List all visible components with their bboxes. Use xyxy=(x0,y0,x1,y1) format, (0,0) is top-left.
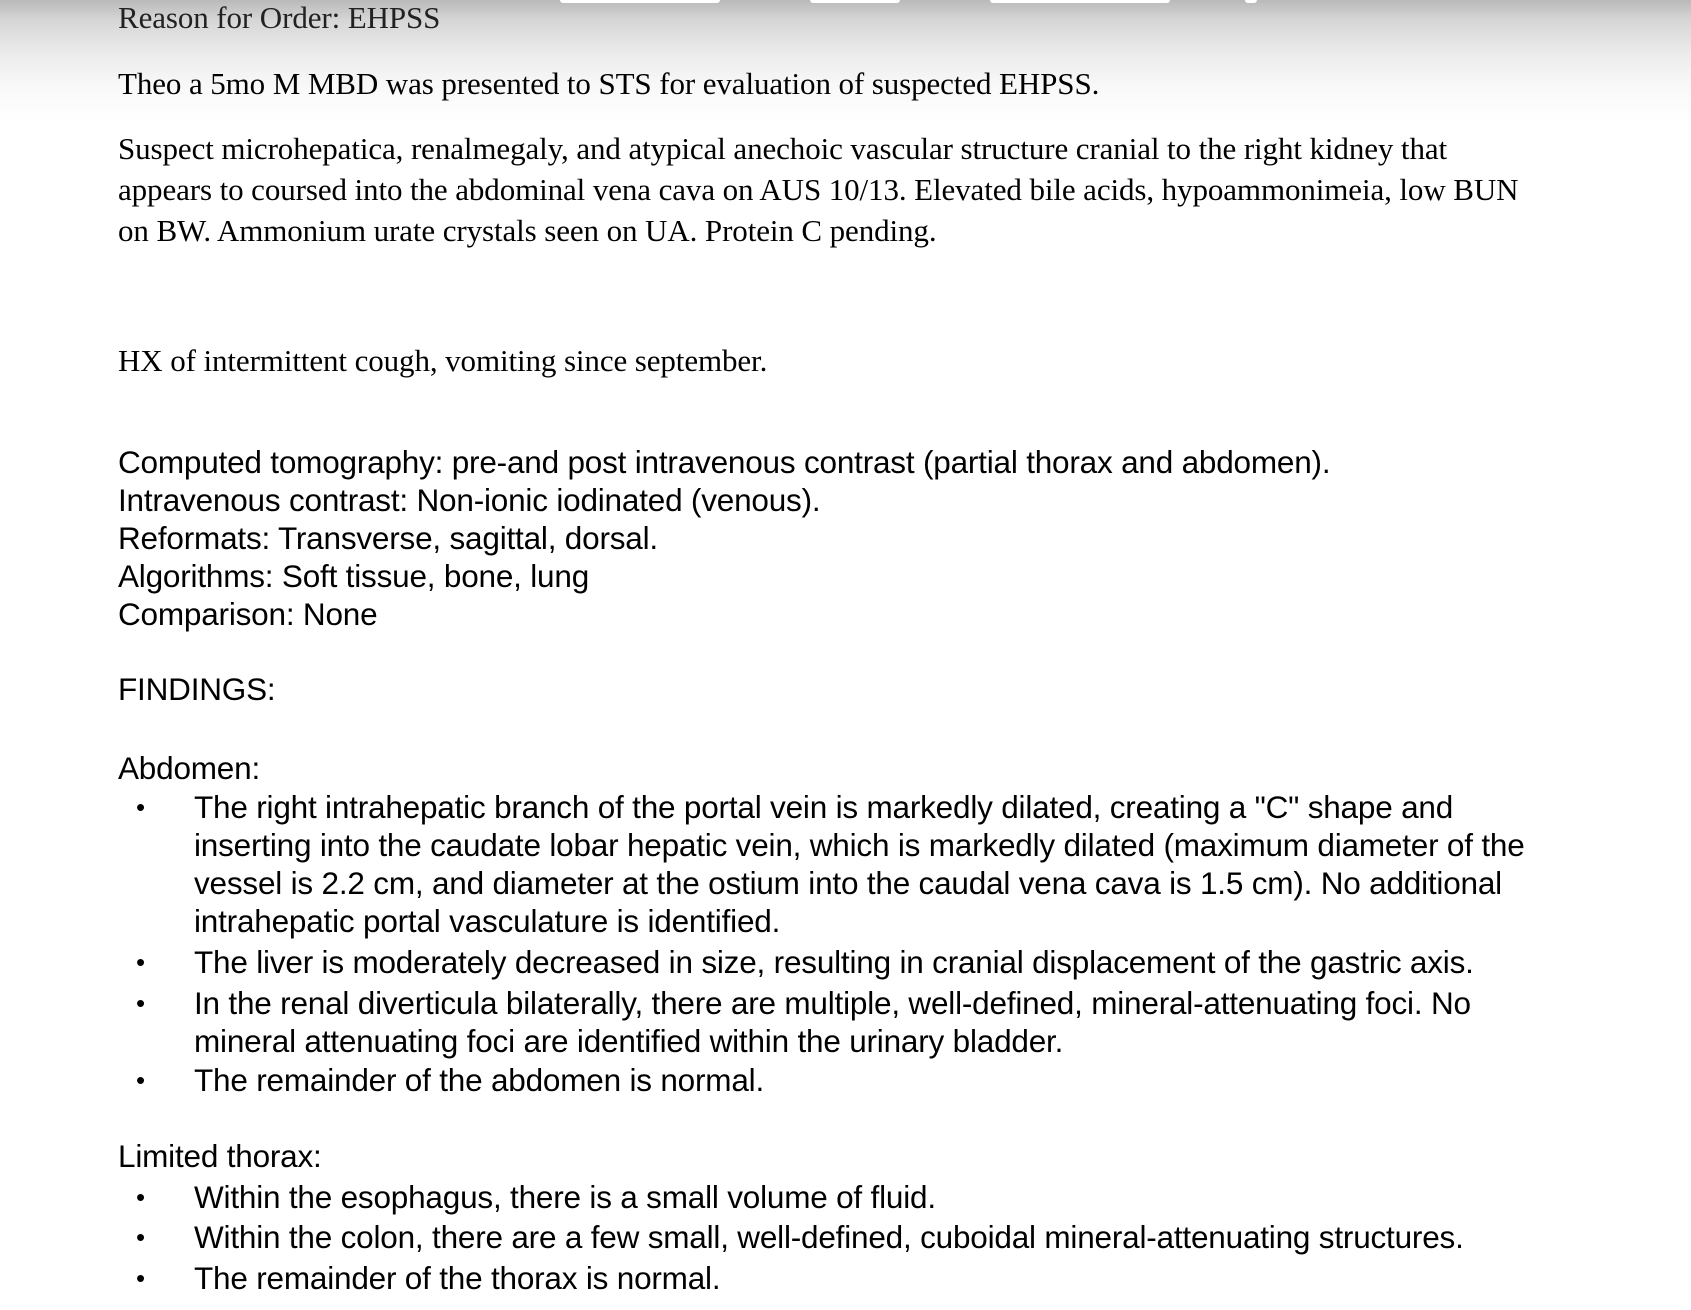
toolbar-edge xyxy=(560,0,720,3)
paragraph-line: Suspect microhepatica, renalmegaly, and atypical anechoic vascular structure cranial to the right kidney that xyxy=(118,131,1448,166)
thorax-heading: Limited thorax: xyxy=(118,1138,322,1174)
intro-paragraph: Theo a 5mo M MBD was presented to STS for evaluation of suspected EHPSS. xyxy=(118,66,1100,101)
bullet-line: The remainder of the abdomen is normal. xyxy=(194,1062,764,1098)
bullet-line: The liver is moderately decreased in size, resulting in cranial displacement of the gastric axis. xyxy=(194,944,1474,980)
toolbar-edge xyxy=(1245,0,1257,3)
bullet-line: The right intrahepatic branch of the portal vein is markedly dilated, creating a "C" shape and xyxy=(194,789,1454,825)
bullet-line: mineral attenuating foci are identified within the urinary bladder. xyxy=(194,1023,1064,1059)
bullet-icon: • xyxy=(136,792,146,822)
technique-line: Computed tomography: pre-and post intravenous contrast (partial thorax and abdomen). xyxy=(118,444,1331,480)
toolbar-edge xyxy=(990,0,1170,3)
bullet-icon: • xyxy=(136,1263,146,1293)
reason-for-order: Reason for Order: EHPSS xyxy=(118,0,441,35)
findings-heading: FINDINGS: xyxy=(118,671,276,707)
bullet-line: In the renal diverticula bilaterally, there are multiple, well-defined, mineral-attenuating foci. No xyxy=(194,985,1471,1021)
bullet-line: Within the colon, there are a few small, well-defined, cuboidal mineral-attenuating structures. xyxy=(194,1219,1464,1255)
bullet-icon: • xyxy=(136,947,146,977)
history-paragraph: HX of intermittent cough, vomiting since september. xyxy=(118,343,768,378)
paragraph-line: appears to coursed into the abdominal vena cava on AUS 10/13. Elevated bile acids, hypoammonimeia, low BUN xyxy=(118,172,1519,207)
technique-line: Intravenous contrast: Non-ionic iodinated (venous). xyxy=(118,482,821,518)
bullet-line: The remainder of the thorax is normal. xyxy=(194,1260,721,1296)
toolbar-edge xyxy=(810,0,900,3)
bullet-icon: • xyxy=(136,1182,146,1212)
bullet-icon: • xyxy=(136,988,146,1018)
technique-line: Algorithms: Soft tissue, bone, lung xyxy=(118,558,590,594)
bullet-icon: • xyxy=(136,1222,146,1252)
technique-line: Comparison: None xyxy=(118,596,378,632)
bullet-line: vessel is 2.2 cm, and diameter at the ostium into the caudal vena cava is 1.5 cm). No additional xyxy=(194,865,1502,901)
abdomen-heading: Abdomen: xyxy=(118,750,260,786)
technique-line: Reformats: Transverse, sagittal, dorsal. xyxy=(118,520,658,556)
bullet-line: intrahepatic portal vasculature is identified. xyxy=(194,903,781,939)
bullet-icon: • xyxy=(136,1065,146,1095)
bullet-line: inserting into the caudate lobar hepatic vein, which is markedly dilated (maximum diameter of the xyxy=(194,827,1525,863)
bullet-line: Within the esophagus, there is a small volume of fluid. xyxy=(194,1179,936,1215)
paragraph-line: on BW. Ammonium urate crystals seen on UA. Protein C pending. xyxy=(118,213,937,248)
